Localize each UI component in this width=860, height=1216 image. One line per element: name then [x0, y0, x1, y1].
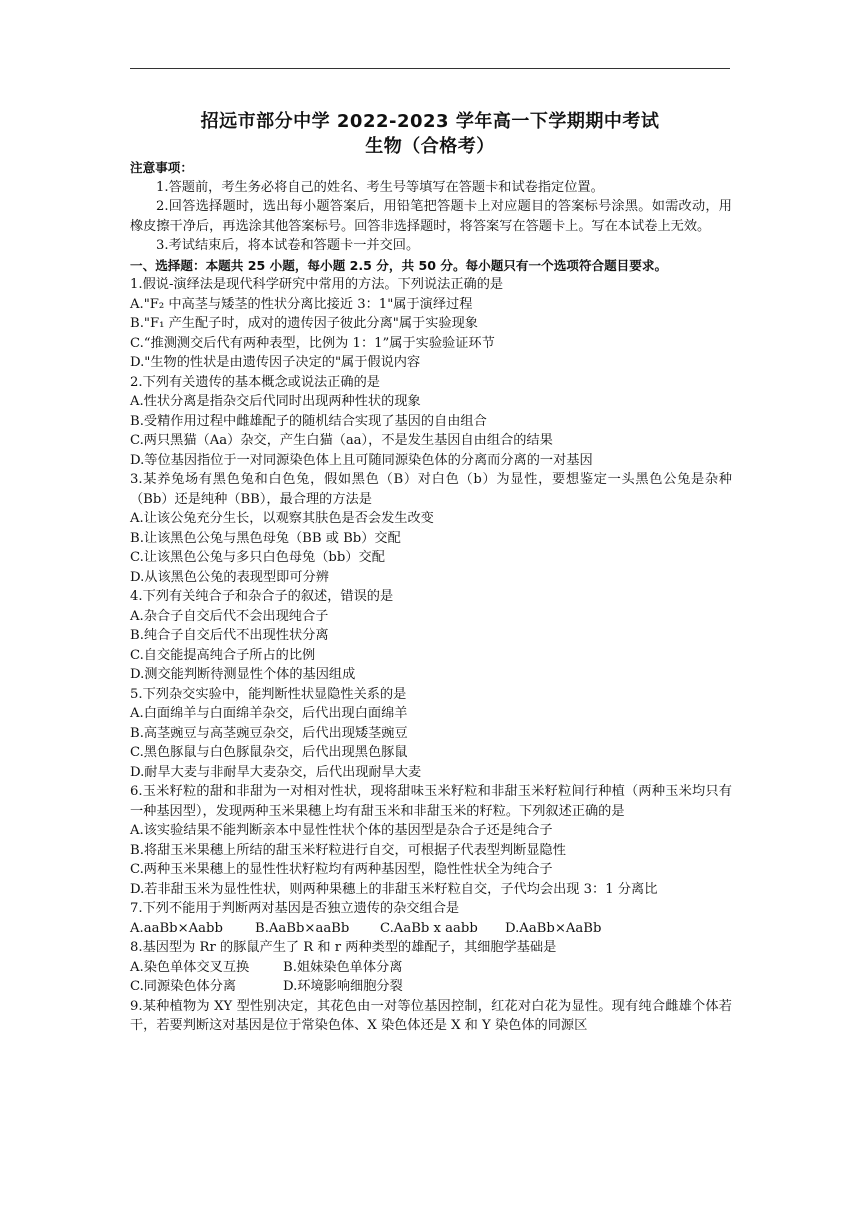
question-stem: 1.假说-演绎法是现代科学研究中常用的方法。下列说法正确的是 — [130, 277, 504, 292]
option: C.自交能提高纯合子所占的比例 — [130, 647, 316, 663]
option: A.让该公兔充分生长，以观察其肤色是否会发生改变 — [130, 511, 434, 526]
notice-heading: 注意事项： — [130, 160, 193, 175]
notice-item: 3.考试结束后，将本试卷和答题卡一并交回。 — [156, 238, 420, 253]
question-stem: 8.基因型为 Rr 的豚鼠产生了 R 和 r 两种类型的雄配子，其细胞学基础是 — [130, 940, 557, 955]
option: D.若非甜玉米为显性性状，则两种果穗上的非甜玉米籽粒自交，子代均会出现 3：1 分离比 — [130, 881, 658, 897]
option: B.姐妹染色单体分离 — [283, 959, 403, 975]
option: B.AaBb×aaBb — [255, 920, 350, 936]
option: D."生物的性状是由遗传因子决定的"属于假说内容 — [130, 355, 421, 370]
section-heading: 一、选择题：本题共 25 小题，每小题 2.5 分，共 50 分。每小题只有一个选项符合题目要求。 — [130, 257, 668, 273]
option: A.白面绵羊与白面绵羊杂交，后代出现白面绵羊 — [130, 706, 408, 721]
option: A.该实验结果不能判断亲本中显性性状个体的基因型是杂合子还是纯合子 — [130, 823, 553, 838]
option: B.纯合子自交后代不出现性状分离 — [130, 628, 329, 643]
exam-body — [130, 158, 732, 1036]
notice-item: 1.答题前，考生务必将自己的姓名、考生号等填写在答题卡和试卷指定位置。 — [156, 179, 604, 195]
option: B.让该黑色公兔与黑色母兔（BB 或 Bb）交配 — [130, 530, 401, 546]
option: D.从该黑色公兔的表现型即可分辨 — [130, 569, 329, 585]
exam-title: 招远市部分中学 2022-2023 学年高一下学期期中考试 — [200, 111, 660, 132]
question-stem: 6.玉米籽粒的甜和非甜为一对相对性状，现将甜味玉米籽粒和非甜玉米籽粒间行种植（两种玉米均只有一种基因型），发现两种玉米果穗上均有甜玉米和非甜玉米的籽粒。下列叙述正确的是 — [130, 784, 732, 819]
option: B.高茎豌豆与高茎豌豆杂交，后代出现矮茎豌豆 — [130, 725, 408, 741]
option: D.AaBb×AaBb — [505, 920, 602, 936]
option: C.让该黑色公兔与多只白色母兔（bb）交配 — [130, 550, 385, 565]
notice-item: 2.回答选择题时，选出每小题答案后，用铅笔把答题卡上对应题目的答案标号涂黑。如需改动，用橡皮擦干净后，再选涂其他答案标号。回答非选择题时，将答案写在答题卡上。写在本试卷上无效。 — [130, 199, 732, 234]
question-stem: 7.下列不能用于判断两对基因是否独立遗传的杂交组合是 — [130, 901, 460, 916]
question-stem: 9.某种植物为 XY 型性别决定，其花色由一对等位基因控制，红花对白花为显性。现有纯合雌雄个体若干，若要判断这对基因是位于常染色体、X 染色体还是 X 和 Y 染色体的同源区 — [130, 998, 732, 1033]
option: C.同源染色体分离 — [130, 979, 237, 994]
question-stem: 4.下列有关纯合子和杂合子的叙述，错误的是 — [130, 589, 394, 604]
question-stem: 2.下列有关遗传的基本概念或说法正确的是 — [130, 374, 380, 390]
option: B."F₁ 产生配子时，成对的遗传因子彼此分离"属于实验现象 — [130, 316, 478, 331]
option: C.黑色豚鼠与白色豚鼠杂交，后代出现黑色豚鼠 — [130, 745, 408, 760]
option: D.环境影响细胞分裂 — [283, 979, 403, 994]
option: C.AaBb x aabb — [380, 920, 478, 936]
option: B.将甜玉米果穗上所结的甜玉米籽粒进行自交，可根据子代表型判断显隐性 — [130, 842, 566, 858]
option: B.受精作用过程中雌雄配子的随机结合实现了基因的自由组合 — [130, 413, 487, 429]
option: C.两只黑猫（Aa）杂交，产生白猫（aa），不是发生基因自由组合的结果 — [130, 433, 553, 448]
option: A.性状分离是指杂交后代同时出现两种性状的现象 — [130, 394, 421, 409]
exam-subtitle: 生物（合格考） — [365, 136, 495, 157]
question-stem: 5.下列杂交实验中，能判断性状显隐性关系的是 — [130, 686, 407, 702]
option-row — [130, 958, 732, 978]
option: A.染色单体交叉互换 — [130, 959, 250, 975]
question-stem: 3.某养兔场有黑色兔和白色兔，假如黑色（B）对白色（b）为显性，要想鉴定一头黑色公兔是杂种（Bb）还是纯种（BB），最合理的方法是 — [130, 472, 732, 507]
option: A.杂合子自交后代不会出现纯合子 — [130, 608, 329, 624]
option: D.等位基因指位于一对同源染色体上且可随同源染色体的分离而分离的一对基因 — [130, 452, 593, 468]
top-rule — [130, 68, 730, 69]
option: D.测交能判断待测显性个体的基因组成 — [130, 667, 356, 682]
option: A.aaBb×Aabb — [130, 920, 223, 936]
option: A."F₂ 中高茎与矮茎的性状分离比接近 3：1"属于演绎过程 — [130, 296, 473, 312]
option-row — [130, 977, 732, 997]
option: C.“推测测交后代有两种表型，比例为 1：1”属于实验验证环节 — [130, 335, 495, 351]
option: D.耐旱大麦与非耐旱大麦杂交，后代出现耐旱大麦 — [130, 764, 422, 780]
option: C.两种玉米果穗上的显性性状籽粒均有两种基因型，隐性性状全为纯合子 — [130, 862, 553, 877]
option-row — [130, 919, 732, 939]
